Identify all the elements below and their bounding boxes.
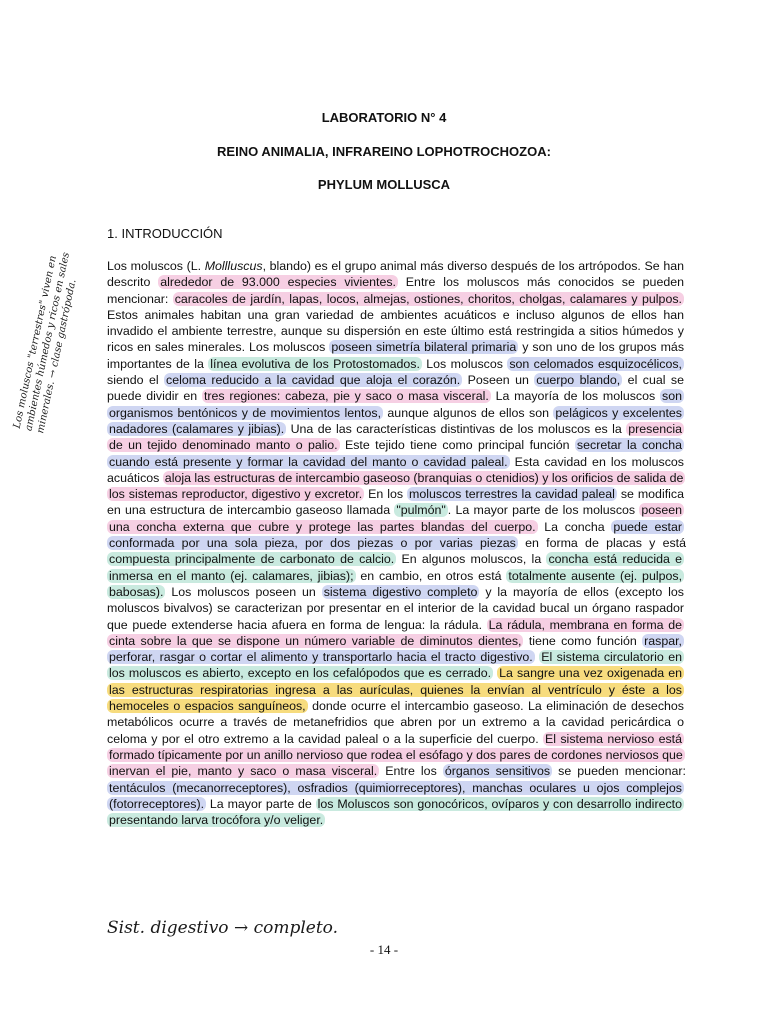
highlight-blue: sistema digestivo completo xyxy=(323,584,478,599)
text-run: , blando) es el grupo animal más diverso después de los artrópodos. Se han descrito xyxy=(107,259,684,290)
text-run: Los moluscos (L. xyxy=(107,259,205,273)
text-run: Este tejido tiene como principal función xyxy=(339,438,575,453)
margin-note-text: Los moluscos "terrestres" viven en ambientes húmedos y ricos en sales minerales. → clase gastrópoda. xyxy=(11,251,79,435)
highlight-blue: secretar la concha cuando está presente y formar la cavidad del manto o cavidad paleal. xyxy=(109,438,683,469)
text-run: Los moluscos xyxy=(421,356,508,371)
text-run: La mayor parte de xyxy=(206,796,316,811)
highlight-blue: son organismos bentónicos y de movimientos lentos, xyxy=(109,389,682,420)
highlight-blue: puede estar conformada por una sola pieza, por dos piezas o por varias piezas xyxy=(109,519,682,551)
highlight-pink: presencia de un tejido denominado manto o palio. xyxy=(109,421,682,453)
highlight-blue: tentáculos (mecanorreceptores), osfradios (quimiorreceptores), manchas oculares u ojos complejos (fotorreceptores). xyxy=(109,780,682,811)
highlight-blue: poseen simetría bilateral primaria xyxy=(331,340,517,355)
highlight-teal: totalmente ausente (ej. pulpos, babosas). xyxy=(109,568,683,599)
phylum-title: PHYLUM MOLLUSCA xyxy=(317,177,451,192)
highlight-blue: son celomados esquizocélicos, xyxy=(509,356,682,371)
highlight-teal: "pulmón" xyxy=(396,503,446,518)
text-run: Entre los xyxy=(379,764,443,779)
highlight-teal: El sistema circulatorio en los moluscos es abierto, excepto en los cefalópodos que es cerrado. xyxy=(109,650,682,681)
text-run: Los moluscos poseen un xyxy=(165,584,322,599)
text-run: el cual se puede dividir en xyxy=(107,373,684,404)
highlight-teal: línea evolutiva de los Protostomados. xyxy=(210,356,420,371)
highlight-blue: pelágicos y excelentes nadadores (calamares y jibias). xyxy=(109,405,682,436)
text-run: La mayoría de los moluscos xyxy=(490,389,660,404)
handwritten-margin-note xyxy=(4,240,94,435)
highlight-pink: caracoles de jardín, lapas, locos, almejas, ostiones, choritos, cholgas, calamares y pulpos. xyxy=(174,291,682,306)
highlight-teal: compuesta principalmente de carbonato de calcio. xyxy=(109,552,395,567)
text-run: tiene como función xyxy=(523,633,643,648)
handwritten-bottom-note: Sist. digestivo → completo. xyxy=(107,918,339,938)
highlight-blue: moluscos terrestres la cavidad paleal xyxy=(409,487,615,502)
text-run: La concha xyxy=(537,519,612,534)
highlight-pink: aloja las estructuras de intercambio gaseoso (branquias o ctenidios) y los orificios de salida de los sistemas reproductor, digestivo y excretor. xyxy=(109,470,684,502)
text-run: En algunos moluscos, la xyxy=(396,552,547,567)
text-run: aunque algunos de ellos son xyxy=(383,405,554,420)
highlight-blue: celoma reducido a la cavidad que aloja el corazón. xyxy=(166,373,461,388)
highlight-pink: alrededor de 93.000 especies vivientes. xyxy=(160,275,396,290)
highlight-pink: La rádula, membrana en forma de cinta sobre la que se dispone un número variable de diminutos dientes, xyxy=(109,617,682,648)
highlight-blue: órganos sensitivos xyxy=(444,764,551,779)
highlight-teal: concha está reducida e inmersa en el manto (ej. calamares, jibias); xyxy=(109,552,682,583)
highlight-pink: El sistema nervioso está formado típicamente por un anillo nervioso que rodea el esófago y dos pares de cordones nerviosos que inervan el pie, manto y saco o masa visceral. xyxy=(109,731,683,779)
kingdom-title: REINO ANIMALIA, INFRAREINO LOPHOTROCHOZOA: xyxy=(217,144,551,159)
text-run: donde ocurre el intercambio gaseoso. La eliminación de desechos metabólicos ocurre a través de metanefridios que abren por un extremo a la cavidad pericárdica o celoma y por el otro extremo a la cavidad paleal o a la superficie del cuerpo. xyxy=(107,699,684,746)
highlight-teal: los Moluscos son gonocóricos, ovíparos y con desarrollo indirecto presentando larva trocófora y/o veliger. xyxy=(109,796,682,828)
highlight-pink: poseen una concha externa que cubre y protege las partes blandas del cuerpo. xyxy=(109,503,682,534)
text-run: Poseen un xyxy=(462,373,535,388)
text-run: Estos animales habitan una gran variedad de ambientes acuáticos e incluso algunos de ellos han invadido el ambiente terrestre, aunque su dispersión en este último está restringida a sitios húmedos y ricos en sales minerales. Los moluscos xyxy=(107,307,684,355)
highlight-pink: tres regiones: cabeza, pie y saco o masa visceral. xyxy=(203,389,489,404)
text-run: Esta cavidad en los moluscos acuáticos xyxy=(107,454,684,485)
introduction-paragraph xyxy=(107,258,687,828)
italic-term: Mollluscus xyxy=(204,259,263,273)
text-run: En los xyxy=(364,487,408,502)
section-title-introduction: 1. INTRODUCCIÓN xyxy=(107,226,223,241)
text-run: Entre los moluscos más conocidos se pueden mencionar: xyxy=(107,275,685,306)
highlight-yellow: La sangre una vez oxigenada en las estructuras respiratorias ingresa a las aurículas, quienes la envían al ventrículo y éste a los hemoceles o espacios sanguíneos, xyxy=(109,666,682,714)
text-run: siendo el xyxy=(107,373,165,388)
text-run: y la mayoría de ellos (excepto los moluscos bivalvos) se caracterizan por presentar en el interior de la cavidad bucal un órgano raspador que puede extenderse hacia afuera en forma de lengua: la rádula. xyxy=(107,584,684,632)
text-run: . La mayor parte de los moluscos xyxy=(447,503,640,518)
text-run: en cambio, en otros está xyxy=(355,568,507,583)
text-run: y son uno de los grupos más importantes de la xyxy=(107,340,685,371)
page-number: - 14 - xyxy=(369,942,399,957)
text-run: se modifica en una estructura de intercambio gaseoso llamada xyxy=(107,487,684,518)
text-run: en forma de placas y está xyxy=(517,536,687,551)
highlight-blue: cuerpo blando, xyxy=(536,373,621,388)
highlight-blue: raspar, perforar, rasgar o cortar el alimento y transportarlo hacia el tracto digestivo. xyxy=(109,633,682,665)
text-run: se pueden mencionar: xyxy=(552,764,686,779)
text-run: Una de las características distintivas de los moluscos es la xyxy=(286,421,627,436)
lab-title: LABORATORIO N° 4 xyxy=(321,110,447,125)
